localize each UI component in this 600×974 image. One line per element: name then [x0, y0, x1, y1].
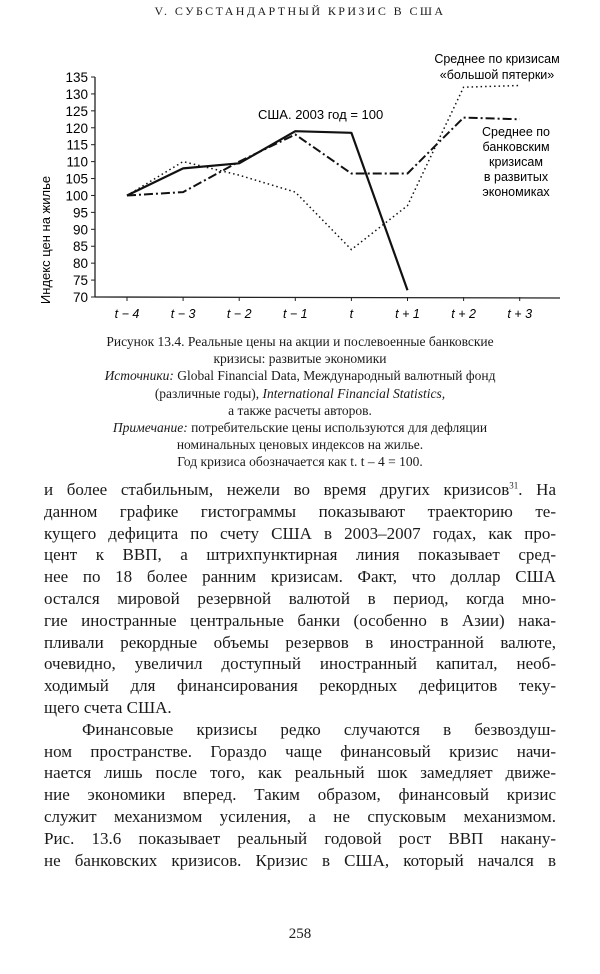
- y-axis-label: Индекс цен на жилье: [38, 175, 53, 305]
- body-text: [44, 479, 556, 871]
- figure-caption: [40, 333, 560, 471]
- x-tick-label: t − 2: [226, 307, 252, 321]
- banking-label-2: банковским: [482, 140, 550, 154]
- footnote-ref[interactable]: 31: [509, 480, 519, 491]
- y-tick-label: 135: [65, 70, 88, 85]
- text-line: служит механизмом усиления, а не спусковым механизмом.: [44, 806, 556, 826]
- text-line: остался мировой резервной валютой в период, когда мно-: [44, 588, 556, 608]
- text-line: ние экономики вперед. Таким образом, финансовый кризис: [44, 785, 556, 805]
- y-tick-label: 75: [72, 273, 88, 289]
- banking-label-5: экономиках: [482, 185, 550, 199]
- sources-1: Global Financial Data, Международный валютный фонд: [173, 368, 496, 384]
- us-series-label: США. 2003 год = 100: [258, 107, 384, 122]
- sources-2a: (различные годы),: [154, 385, 263, 401]
- y-tick-label: 80: [72, 256, 88, 272]
- text-line: очевидно, увеличил доступный иностранный капитал, необ-: [44, 654, 556, 674]
- sources-3: а также расчеты авторов.: [228, 402, 372, 418]
- text-line: кущего дефицита по счету США в 2003–2007 годах, как про-: [44, 523, 556, 543]
- x-tick-label: t − 4: [114, 307, 140, 321]
- banking-label-1: Среднее по: [482, 125, 550, 139]
- y-tick-label: 125: [65, 103, 88, 119]
- y-tick-label: 70: [72, 290, 88, 305]
- text-line: пливали рекордные объемы резервов в иностранной валюте,: [44, 632, 556, 652]
- text-line: ходимый для финансирования рекордных дефицитов теку-: [44, 676, 556, 696]
- text-line: нее по 18 более ранним кризисам. Факт, что доллар США: [44, 567, 556, 587]
- text-line: Рис. 13.6 показывает реальный годовой рост ВВП накану-: [44, 828, 556, 848]
- text-line: ном пространстве. Гораздо чаще финансовый кризис начи-: [44, 741, 556, 761]
- x-tick-label: t − 1: [282, 307, 308, 321]
- text-line: нается лишь после того, как реальный шок замедляет движе-: [44, 763, 556, 783]
- y-tick-label: 115: [66, 137, 88, 153]
- x-tick-label: t + 1: [395, 307, 420, 321]
- x-axis: [95, 297, 560, 298]
- banking-label-4: в развитых: [483, 170, 549, 184]
- y-tick-label: 130: [65, 86, 88, 102]
- x-tick-label: t + 2: [451, 307, 476, 321]
- house-price-chart: [0, 40, 600, 330]
- x-tick-label: t: [349, 307, 354, 321]
- note-3: Год кризиса обозначается как t. t – 4 = 100.: [177, 454, 423, 470]
- x-tick-label: t + 3: [507, 307, 533, 321]
- banking-label-3: кризисам: [489, 155, 543, 169]
- big5-label-2: «большой пятерки»: [439, 68, 555, 82]
- text-line: гие иностранные центральные банки (особенно в Азии) нака-: [44, 610, 556, 630]
- y-tick-label: 95: [72, 205, 88, 221]
- sources-label: Источники:: [104, 368, 174, 384]
- caption-title-2: кризисы: развитые экономики: [213, 351, 387, 367]
- big5-label-1: Среднее по кризисам: [434, 52, 560, 66]
- y-tick-label: 90: [72, 222, 88, 238]
- text-line: щего счета США.: [44, 697, 172, 717]
- text-line: и более стабильным, нежели во время других кризисов$^{31}$. На: [44, 480, 556, 499]
- text-line: не банковских кризисов. Кризис в США, который начался в: [44, 850, 556, 870]
- series-line-dashdot: [127, 118, 520, 196]
- note-2: номинальных ценовых индексов на жилье.: [176, 437, 424, 453]
- y-tick-label: 100: [65, 188, 88, 204]
- y-tick-label: 85: [72, 239, 88, 255]
- note-1: потребительские цены используются для дефляции: [187, 419, 488, 435]
- caption-title-1: Рисунок 13.4. Реальные цены на акции и послевоенные банковские: [106, 334, 494, 349]
- note-label: Примечание:: [112, 419, 188, 435]
- sources-2b: International Financial Statistics,: [262, 385, 446, 401]
- y-tick-label: 120: [65, 120, 88, 136]
- running-header: V. СУБСТАНДАРТНЫЙ КРИЗИС В США: [154, 4, 446, 18]
- y-tick-label: 105: [65, 171, 88, 187]
- text-line: данном графике гистограммы показывают траекторию те-: [44, 501, 556, 521]
- x-tick-label: t − 3: [170, 307, 196, 321]
- y-tick-label: 110: [66, 154, 88, 170]
- text-line: Финансовые кризисы редко случаются в безвоздуш-: [82, 719, 556, 739]
- series-line-solid: [127, 131, 408, 290]
- text-line: цент к ВВП, а штрихпунктирная линия показывает сред-: [44, 545, 556, 565]
- page-number: 258: [288, 926, 312, 942]
